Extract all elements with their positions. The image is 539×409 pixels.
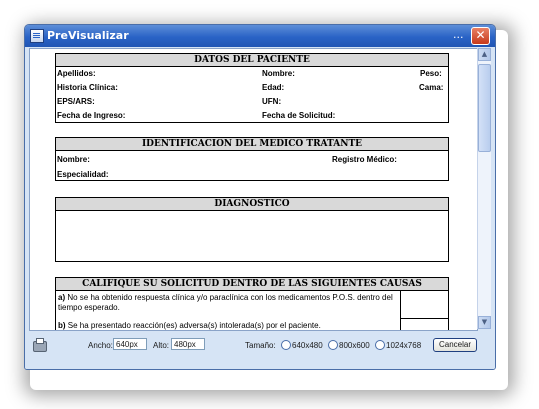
window-title: PreVisualizar: [47, 29, 129, 42]
preview-content[interactable]: [29, 48, 478, 331]
cause-b-box: [400, 319, 449, 331]
section-header: DATOS DEL PACIENTE: [56, 54, 448, 67]
field-cama: Cama:: [419, 83, 444, 92]
section-datos-paciente: [55, 53, 449, 123]
cause-b: [58, 321, 398, 331]
cause-b-text: Se ha presentado reacción(es) adversa(s) intolerada(s) por el paciente.: [67, 321, 321, 330]
field-ufn: UFN:: [262, 97, 282, 106]
field-fecha-solicitud: Fecha de Solicitud:: [262, 111, 336, 120]
bottom-toolbar: [25, 331, 495, 369]
size-label-800: 800x600: [339, 341, 370, 350]
ancho-input[interactable]: 640px: [113, 338, 147, 350]
field-edad: Edad:: [262, 83, 285, 92]
printer-icon[interactable]: [33, 341, 47, 352]
section-causas: [55, 277, 449, 331]
size-label-1024: 1024x768: [386, 341, 422, 350]
app-window-icon: [30, 29, 44, 43]
section-header: IDENTIFICACION DEL MEDICO TRATANTE: [56, 138, 448, 151]
scrollbar-thumb[interactable]: [478, 64, 491, 152]
alto-input[interactable]: 480px: [171, 338, 205, 350]
section-header: DIAGNOSTICO: [56, 198, 448, 211]
field-fecha-ingreso: Fecha de Ingreso:: [57, 111, 126, 120]
field-peso: Peso:: [420, 69, 442, 78]
cause-a-box: [400, 291, 449, 319]
section-diagnostico: [55, 197, 449, 262]
cause-a-text: No se ha obtenido respuesta clínica y/o paraclínica con los medicamentos P.O.S. dentro del tiempo esperado.: [58, 293, 393, 312]
size-radio-1024[interactable]: [375, 340, 385, 350]
cancel-button[interactable]: Cancelar: [433, 338, 477, 352]
title-extra: ...: [453, 28, 464, 41]
tamano-label: Tamaño:: [245, 341, 276, 350]
size-radio-640[interactable]: [281, 340, 291, 350]
scroll-up-icon[interactable]: ▲: [478, 48, 491, 61]
section-header: CALIFIQUE SU SOLICITUD DENTRO DE LAS SIGUIENTES CAUSAS: [56, 278, 448, 291]
field-historia-clinica: Historia Clínica:: [57, 83, 118, 92]
cause-b-letter: b): [58, 321, 66, 330]
field-eps: EPS/ARS:: [57, 97, 95, 106]
preview-dialog: [24, 24, 496, 370]
section-medico-tratante: [55, 137, 449, 181]
size-radio-800[interactable]: [328, 340, 338, 350]
field-registro-medico: Registro Médico:: [332, 155, 397, 164]
scroll-down-icon[interactable]: ▼: [478, 316, 491, 329]
ancho-label: Ancho:: [88, 341, 113, 350]
field-medico-nombre: Nombre:: [57, 155, 90, 164]
close-button[interactable]: ✕: [471, 27, 490, 45]
cause-a: [58, 293, 398, 313]
field-nombre: Nombre:: [262, 69, 295, 78]
size-label-640: 640x480: [292, 341, 323, 350]
field-especialidad: Especialidad:: [57, 170, 109, 179]
alto-label: Alto:: [153, 341, 170, 350]
cause-a-letter: a): [58, 293, 66, 302]
field-apellidos: Apellidos:: [57, 69, 96, 78]
title-bar[interactable]: [25, 25, 495, 47]
vertical-scrollbar[interactable]: [477, 48, 491, 329]
